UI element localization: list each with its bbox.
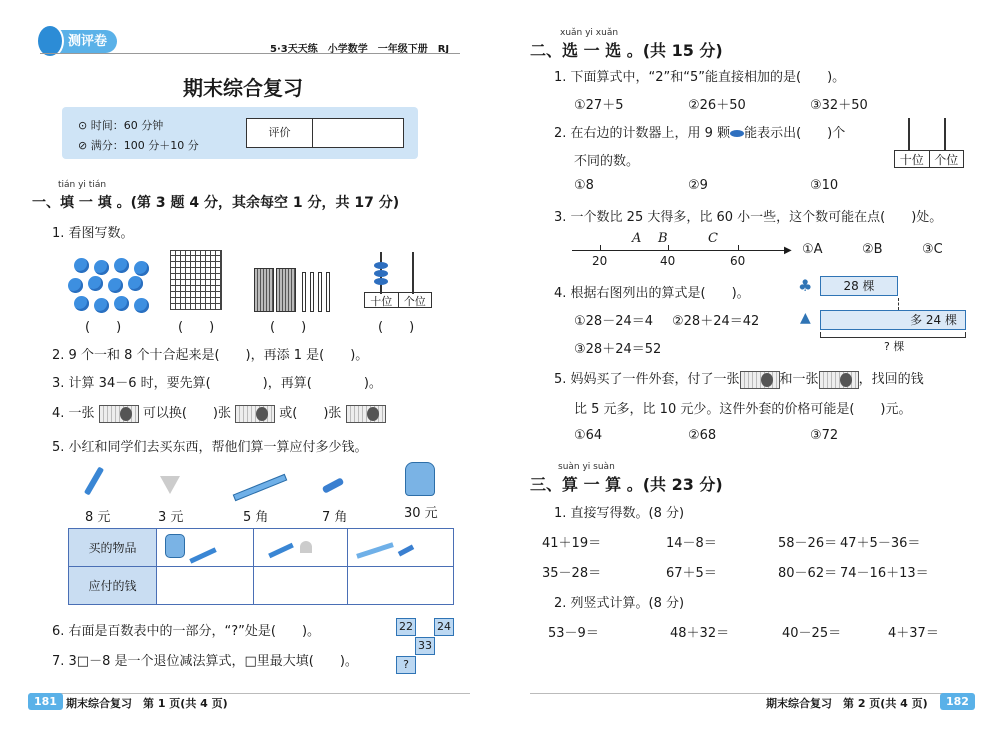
pen-icon (85, 466, 103, 500)
number-line: ▶ 20 40 60 A B C (572, 230, 794, 270)
s2-q5-text-2: 比 5 元多，比 10 元少。这件外套的价格可能是( )元。 (574, 402, 912, 417)
pine-tree-icon: ▲ (800, 310, 811, 326)
score-info: ⊘ 满分：100 分＋10 分 (78, 139, 199, 152)
tree-icon: ♣ (798, 276, 813, 295)
vert-calc-3[interactable]: 40－25＝ (782, 626, 842, 641)
shopping-table (68, 528, 454, 605)
page-number-182: 182 (940, 693, 975, 710)
series-label: 5·3天天练 小学数学 一年级下册 RJ (270, 44, 450, 55)
price-backpack: 30 元 (404, 506, 438, 521)
header-rule (40, 53, 460, 54)
sec2-pinyin: xuǎn yi xuǎn (560, 28, 619, 38)
backpack-icon (405, 462, 435, 496)
dots-image (66, 258, 156, 318)
row-label-cost: 应付的钱 (69, 567, 157, 605)
s2-q5-opt1[interactable]: ①64 (574, 428, 603, 443)
sticks-image (254, 268, 334, 314)
eval-label: 评价 (247, 119, 313, 147)
s2-q4-opt1[interactable]: ①28－24＝4 (574, 314, 654, 329)
calc-2[interactable]: 14－8＝ (666, 536, 717, 551)
price-ruler: 5 角 (243, 510, 269, 525)
vert-calc-1[interactable]: 53－9＝ (548, 626, 599, 641)
s2-q1-opt1[interactable]: ①27＋5 (574, 98, 624, 113)
goods-cell-1 (157, 529, 254, 567)
goods-cell-2 (253, 529, 347, 567)
pen-icon (268, 543, 294, 559)
q5-text: 5. 小红和同学们去买东西，帮他们算一算应付多少钱。 (52, 440, 368, 455)
s2-q2-opt2[interactable]: ②9 (688, 178, 708, 193)
s2-q2-text-2: 不同的数。 (574, 154, 640, 169)
q4-text: 4. 一张 可以换( )张 或( )张 (52, 402, 386, 423)
s2-q1-opt2[interactable]: ②26＋50 (688, 98, 746, 113)
calc-6[interactable]: 67＋5＝ (666, 566, 717, 581)
abacus-labels: 十位 个位 (364, 292, 432, 308)
pen-icon (189, 547, 216, 563)
bar-28: 28 棵 (820, 276, 898, 296)
cost-cell-2[interactable] (253, 567, 347, 605)
s2-q5-opt2[interactable]: ②68 (688, 428, 717, 443)
page-title: 期末综合复习 (183, 76, 303, 100)
q7-text: 7. 3□－8 是一个退位减法算式，□里最大填( )。 (52, 654, 358, 669)
ruler-icon (356, 542, 394, 558)
footer-text-left: 期末综合复习 第 1 页(共 4 页) (66, 697, 228, 710)
grid-cell-24: 24 (434, 618, 454, 636)
hundred-chart-fragment (396, 618, 456, 676)
badge-wrap (38, 30, 117, 49)
bead-icon (730, 130, 744, 137)
banknote-20-icon (819, 371, 859, 389)
test-badge: 测评卷 (38, 30, 117, 53)
q6-text: 6. 右面是百数表中的一部分，“?”处是( )。 (52, 624, 321, 639)
price-pen: 8 元 (85, 510, 111, 525)
sec3-title: 三、算 一 算 。(共 23 分) (530, 475, 723, 494)
s2-q3-opt1[interactable]: ①A (802, 242, 823, 257)
shuttlecock-icon (300, 541, 312, 553)
tree-bar-diagram (798, 272, 968, 356)
grid-cell-question: ? (396, 656, 416, 674)
row-label-items: 买的物品 (69, 529, 157, 567)
calc-3[interactable]: 58－26＝ (778, 536, 838, 551)
sec1-pinyin: tián yi tián (58, 180, 107, 190)
answer-blank-3[interactable]: ( ) (270, 320, 307, 335)
s2-q2-text: 2. 在右边的计数器上，用 9 颗 能表示出( )个 (554, 126, 846, 141)
s2-q5-text: 5. 妈妈买了一件外套，付了一张 和一张 ，找回的钱 (554, 372, 924, 387)
s2-q4-text: 4. 根据右图列出的算式是( )。 (554, 286, 750, 301)
banknote-100-icon (99, 405, 139, 423)
cost-cell-1[interactable] (157, 567, 254, 605)
s2-q3-opt2[interactable]: ②B (862, 242, 883, 257)
cost-cell-3[interactable] (347, 567, 453, 605)
goods-cell-3 (347, 529, 453, 567)
shuttlecock-icon (160, 476, 182, 500)
right-page (500, 0, 1000, 729)
bar-question: ? 棵 (884, 340, 905, 353)
calc-8[interactable]: 74－16＋13＝ (840, 566, 929, 581)
s2-q3-opt3[interactable]: ③C (922, 242, 943, 257)
calc-5[interactable]: 35－28＝ (542, 566, 602, 581)
calc-4[interactable]: 47＋5－36＝ (840, 536, 921, 551)
s2-q1-opt3[interactable]: ③32＋50 (810, 98, 868, 113)
vert-calc-2[interactable]: 48＋32＝ (670, 626, 730, 641)
q3-text: 3. 计算 34－6 时，要先算( )，再算( )。 (52, 376, 382, 391)
s2-q4-opt2[interactable]: ②28＋24＝42 (672, 314, 760, 329)
info-box (62, 107, 418, 159)
s2-q1-text: 1. 下面算式中，“2”和“5”能直接相加的是( )。 (554, 70, 846, 85)
crayon-icon (397, 545, 413, 557)
answer-blank-4[interactable]: ( ) (378, 320, 415, 335)
grid-cell-22: 22 (396, 618, 416, 636)
vert-calc-4[interactable]: 4＋37＝ (888, 626, 939, 641)
abacus-image (364, 252, 434, 307)
s2-q2-opt3[interactable]: ③10 (810, 178, 839, 193)
price-shuttlecock: 3 元 (158, 510, 184, 525)
hundred-grid-image (170, 250, 222, 310)
answer-blank-2[interactable]: ( ) (178, 320, 215, 335)
footer-rule (30, 693, 470, 694)
s3-q2-text: 2. 列竖式计算。(8 分) (554, 596, 685, 611)
ruler-icon (232, 474, 290, 500)
q2-text: 2. 9 个一和 8 个十合起来是( )，再添 1 是( )。 (52, 348, 369, 363)
counter-labels: 十位 个位 (894, 150, 964, 168)
footer-text-right: 期末综合复习 第 2 页(共 4 页) (766, 697, 928, 710)
banknote-50-icon (740, 371, 780, 389)
grid-cell-33: 33 (415, 637, 435, 655)
counter-image (894, 118, 964, 168)
s3-q1-text: 1. 直接写得数。(8 分) (554, 506, 685, 521)
s2-q2-opt1[interactable]: ①8 (574, 178, 594, 193)
clock-icon: ⊙ (78, 119, 91, 132)
backpack-icon (165, 534, 185, 558)
s2-q4-opt3[interactable]: ③28＋24＝52 (574, 342, 662, 357)
page-number-181: 181 (28, 693, 63, 710)
s2-q3-text: 3. 一个数比 25 大得多，比 60 小一些，这个数可能在点( )处。 (554, 210, 943, 225)
q1-text: 1. 看图写数。 (52, 226, 134, 241)
footer-rule-right (530, 693, 970, 694)
eval-box (246, 118, 404, 148)
bar-more-24: 多 24 棵 (820, 310, 966, 330)
answer-blank-1[interactable]: ( ) (85, 320, 122, 335)
sec1-title: 一、填 一 填 。(第 3 题 4 分，其余每空 1 分，共 17 分) (32, 195, 400, 211)
crayon-icon (322, 474, 348, 496)
s2-q5-opt3[interactable]: ③72 (810, 428, 839, 443)
price-crayon: 7 角 (322, 510, 348, 525)
sec2-title: 二、选 一 选 。(共 15 分) (530, 41, 723, 60)
banknote-10-icon (346, 405, 386, 423)
check-icon: ⊘ (78, 139, 91, 152)
calc-1[interactable]: 41＋19＝ (542, 536, 602, 551)
calc-7[interactable]: 80－62＝ (778, 566, 838, 581)
sec3-pinyin: suàn yi suàn (558, 462, 615, 472)
time-info: ⊙ 时间：60 分钟 (78, 119, 164, 132)
banknote-20-icon (235, 405, 275, 423)
